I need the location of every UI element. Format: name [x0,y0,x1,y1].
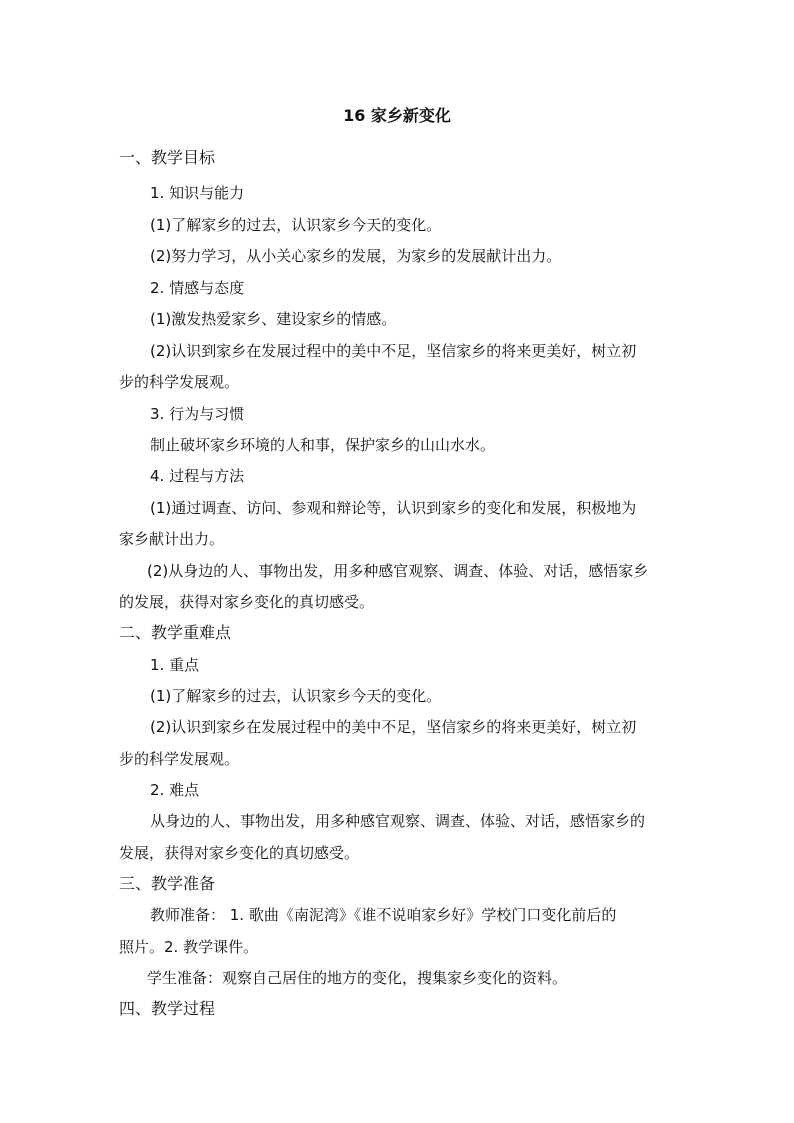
subheading-key-point: 1. 重点 [150,656,200,674]
paragraph: (2)认识到家乡在发展过程中的美中不足，坚信家乡的将来更美好，树立初 [150,342,637,360]
paragraph: (2)从身边的人、事物出发，用多种感官观察、调查、体验、对话，感悟家乡 [147,562,649,580]
subheading-emotion-attitude: 2. 情感与态度 [150,279,245,297]
paragraph: (2)认识到家乡在发展过程中的美中不足，坚信家乡的将来更美好，树立初 [150,718,637,736]
paragraph: 家乡献计出力。 [119,530,225,548]
paragraph: 制止破坏家乡环境的人和事，保护家乡的山山水水。 [150,436,496,454]
paragraph: 步的科学发展观。 [119,373,240,391]
paragraph: 发展，获得对家乡变化的真切感受。 [119,844,360,862]
section-heading-objectives: 一、教学目标 [119,148,216,167]
paragraph: (1)了解家乡的过去，认识家乡今天的变化。 [150,216,442,234]
section-heading-preparation: 三、教学准备 [119,874,216,893]
section-heading-process: 四、教学过程 [119,999,216,1018]
paragraph: (1)了解家乡的过去，认识家乡今天的变化。 [150,687,442,705]
paragraph: (1)通过调查、访问、参观和辩论等，认识到家乡的变化和发展，积极地为 [150,499,637,517]
subheading-process-method: 4. 过程与方法 [150,467,245,485]
paragraph: 的发展，获得对家乡变化的真切感受。 [119,593,375,611]
subheading-difficult-point: 2. 难点 [150,781,200,799]
paragraph: 学生准备：观察自己居住的地方的变化，搜集家乡变化的资料。 [147,969,568,987]
paragraph: 照片。2. 教学课件。 [119,938,259,956]
document-title: 16 家乡新变化 [343,106,451,125]
paragraph: (2)努力学习，从小关心家乡的发展，为家乡的发展献计出力。 [150,247,562,265]
subheading-behavior-habit: 3. 行为与习惯 [150,405,245,423]
paragraph: 教师准备： 1. 歌曲《南泥湾》《谁不说咱家乡好》学校门口变化前后的 [150,906,617,924]
paragraph: 步的科学发展观。 [119,750,240,768]
paragraph: (1)激发热爱家乡、建设家乡的情感。 [150,310,397,328]
section-heading-key-points: 二、教学重难点 [119,623,232,642]
subheading-knowledge-ability: 1. 知识与能力 [150,184,245,202]
paragraph: 从身边的人、事物出发，用多种感官观察、调查、体验、对话，感悟家乡的 [150,812,646,830]
